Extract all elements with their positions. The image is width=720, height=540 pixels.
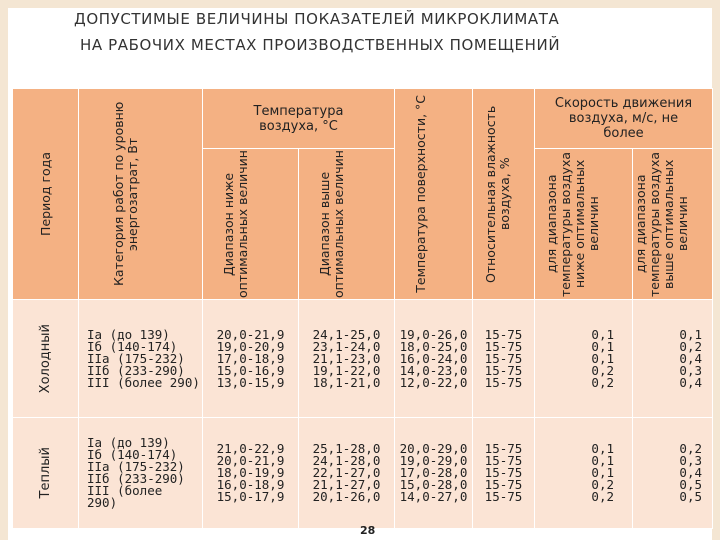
above-cell-warm — [299, 418, 395, 529]
value-item: 12,0-22,0 — [399, 374, 468, 390]
below-cell-warm — [203, 418, 299, 529]
header-air-speed-text: Скорость движения воздуха, м/с, не более — [554, 96, 693, 141]
value-item: 0,1 — [591, 441, 614, 456]
value-item: 0,3 — [679, 453, 702, 468]
value-item: 15-75 — [484, 465, 523, 480]
header-below-optimal — [203, 149, 299, 300]
surface-cell-cold — [395, 300, 473, 418]
value-item: 16,0-24,0 — [399, 350, 468, 366]
period-cell-warm — [13, 418, 79, 529]
value-item: 18,0-25,0 — [399, 338, 468, 354]
header-category — [79, 89, 203, 300]
humidity-cell-cold — [473, 300, 535, 418]
slide-left-edge — [0, 0, 8, 540]
header-above-optimal-text: Диапазон выше оптимальных величин — [316, 150, 346, 298]
value-item: 15,0-17,9 — [216, 489, 285, 504]
header-category-text: Категория работ по уровню энергозатрат, Вт — [110, 101, 140, 287]
value-item: 15-75 — [484, 374, 523, 390]
value-item: 0,1 — [591, 326, 614, 342]
category-item: Iб (140-174) — [87, 447, 178, 462]
value-item: 16,0-18,9 — [216, 477, 285, 492]
category-item: IIа (175-232) — [87, 350, 185, 366]
value-item: 18,1-21,0 — [312, 374, 381, 390]
value-item: 15-75 — [484, 441, 523, 456]
value-item: 15-75 — [484, 326, 523, 342]
value-item: 0,4 — [679, 465, 702, 480]
header-air-temp-text: Температура воздуха, °С — [253, 103, 344, 134]
header-above-optimal — [299, 149, 395, 300]
value-item: 15-75 — [484, 338, 523, 354]
value-item: 0,1 — [591, 350, 614, 366]
value-item: 21,1-27,0 — [312, 477, 381, 492]
category-cell-warm — [79, 418, 203, 529]
value-item: 21,0-22,9 — [216, 441, 285, 456]
value-item: 15-75 — [484, 350, 523, 366]
category-item: IIа (175-232) — [87, 459, 185, 474]
period-cell-cold — [13, 300, 79, 418]
header-humidity — [473, 89, 535, 300]
header-speed-below-text: для диапазона температуры воздуха ниже оптимальных величин — [543, 151, 601, 297]
category-item: III (более — [87, 483, 163, 498]
value-item: 0,1 — [679, 326, 702, 342]
value-item: 0,2 — [591, 374, 614, 390]
speed-below-cell-warm — [535, 418, 633, 529]
value-item: 20,0-21,9 — [216, 453, 285, 468]
header-below-optimal-text: Диапазон ниже оптимальных величин — [220, 150, 250, 298]
value-item: 0,3 — [679, 362, 702, 378]
value-item: 15,0-16,9 — [216, 362, 285, 378]
value-item: 0,2 — [591, 477, 614, 492]
header-period-text: Период года — [37, 152, 53, 236]
value-item: 15,0-28,0 — [399, 477, 468, 492]
category-item: Iб (140-174) — [87, 338, 178, 354]
value-item: 20,0-29,0 — [399, 441, 468, 456]
value-item: 19,0-20,9 — [216, 338, 285, 354]
period-label-cold: Холодный — [37, 323, 53, 394]
value-item: 0,5 — [679, 477, 702, 492]
value-item: 18,0-19,9 — [216, 465, 285, 480]
value-item: 19,0-29,0 — [399, 453, 468, 468]
value-item: 0,4 — [679, 374, 702, 390]
slide-right-edge — [712, 0, 720, 540]
value-item: 15-75 — [484, 453, 523, 468]
header-speed-above — [633, 149, 713, 300]
value-item: 14,0-23,0 — [399, 362, 468, 378]
value-item: 0,4 — [679, 350, 702, 366]
header-surface-temp-text: Температура поверхности, °С — [412, 95, 428, 293]
page-number: 28 — [360, 524, 376, 537]
value-item: 15-75 — [484, 489, 523, 504]
value-item: 15-75 — [484, 477, 523, 492]
below-cell-cold — [203, 300, 299, 418]
value-item: 13,0-15,9 — [216, 374, 285, 390]
surface-cell-warm — [395, 418, 473, 529]
value-item: 17,0-28,0 — [399, 465, 468, 480]
value-item: 0,2 — [591, 362, 614, 378]
value-item: 22,1-27,0 — [312, 465, 381, 480]
value-item: 14,0-27,0 — [399, 489, 468, 504]
value-item: 15-75 — [484, 362, 523, 378]
value-item: 0,1 — [591, 453, 614, 468]
header-speed-above-text: для диапазона температуры воздуха выше оптимальных величин — [632, 151, 690, 297]
value-item: 19,1-22,0 — [312, 362, 381, 378]
category-cell-cold — [79, 300, 203, 418]
value-item: 20,0-21,9 — [216, 326, 285, 342]
header-surface-temp — [395, 89, 473, 300]
header-air-temp — [203, 89, 395, 149]
value-item: 0,5 — [679, 489, 702, 504]
above-cell-cold — [299, 300, 395, 418]
speed-below-cell-cold — [535, 300, 633, 418]
slide-title — [74, 6, 714, 58]
speed-above-cell-warm — [633, 418, 713, 529]
header-speed-below — [535, 149, 633, 300]
value-item: 0,2 — [679, 441, 702, 456]
category-item: Iа (до 139) — [87, 435, 170, 450]
value-item: 21,1-23,0 — [312, 350, 381, 366]
value-item: 0,2 — [591, 489, 614, 504]
value-item: 17,0-18,9 — [216, 350, 285, 366]
header-humidity-text: Относительная влажность воздуха, % — [482, 105, 512, 283]
value-item: 0,1 — [591, 338, 614, 354]
header-air-speed — [535, 89, 713, 149]
value-item: 24,1-28,0 — [312, 453, 381, 468]
period-label-warm: Теплый — [37, 447, 53, 499]
value-item: 23,1-24,0 — [312, 338, 381, 354]
value-item: 19,0-26,0 — [399, 326, 468, 342]
category-item: 290) — [87, 495, 118, 510]
category-item: III (более 290) — [87, 374, 200, 390]
table-row-warm — [13, 418, 713, 529]
category-item: IIб (233-290) — [87, 471, 185, 486]
value-item: 0,2 — [679, 338, 702, 354]
value-item: 24,1-25,0 — [312, 326, 381, 342]
title-line-2: НА РАБОЧИХ МЕСТАХ ПРОИЗВОДСТВЕННЫХ ПОМЕЩЕНИЙ — [80, 36, 561, 54]
humidity-cell-warm — [473, 418, 535, 529]
value-item: 20,1-26,0 — [312, 489, 381, 504]
category-item: IIб (233-290) — [87, 362, 185, 378]
category-item: Iа (до 139) — [87, 326, 170, 342]
header-period — [13, 89, 79, 300]
value-item: 25,1-28,0 — [312, 441, 381, 456]
value-item: 0,1 — [591, 465, 614, 480]
speed-above-cell-cold — [633, 300, 713, 418]
title-line-1: ДОПУСТИМЫЕ ВЕЛИЧИНЫ ПОКАЗАТЕЛЕЙ МИКРОКЛИМАТА — [74, 10, 560, 28]
table-row-cold — [13, 300, 713, 418]
microclimate-table — [12, 88, 713, 529]
